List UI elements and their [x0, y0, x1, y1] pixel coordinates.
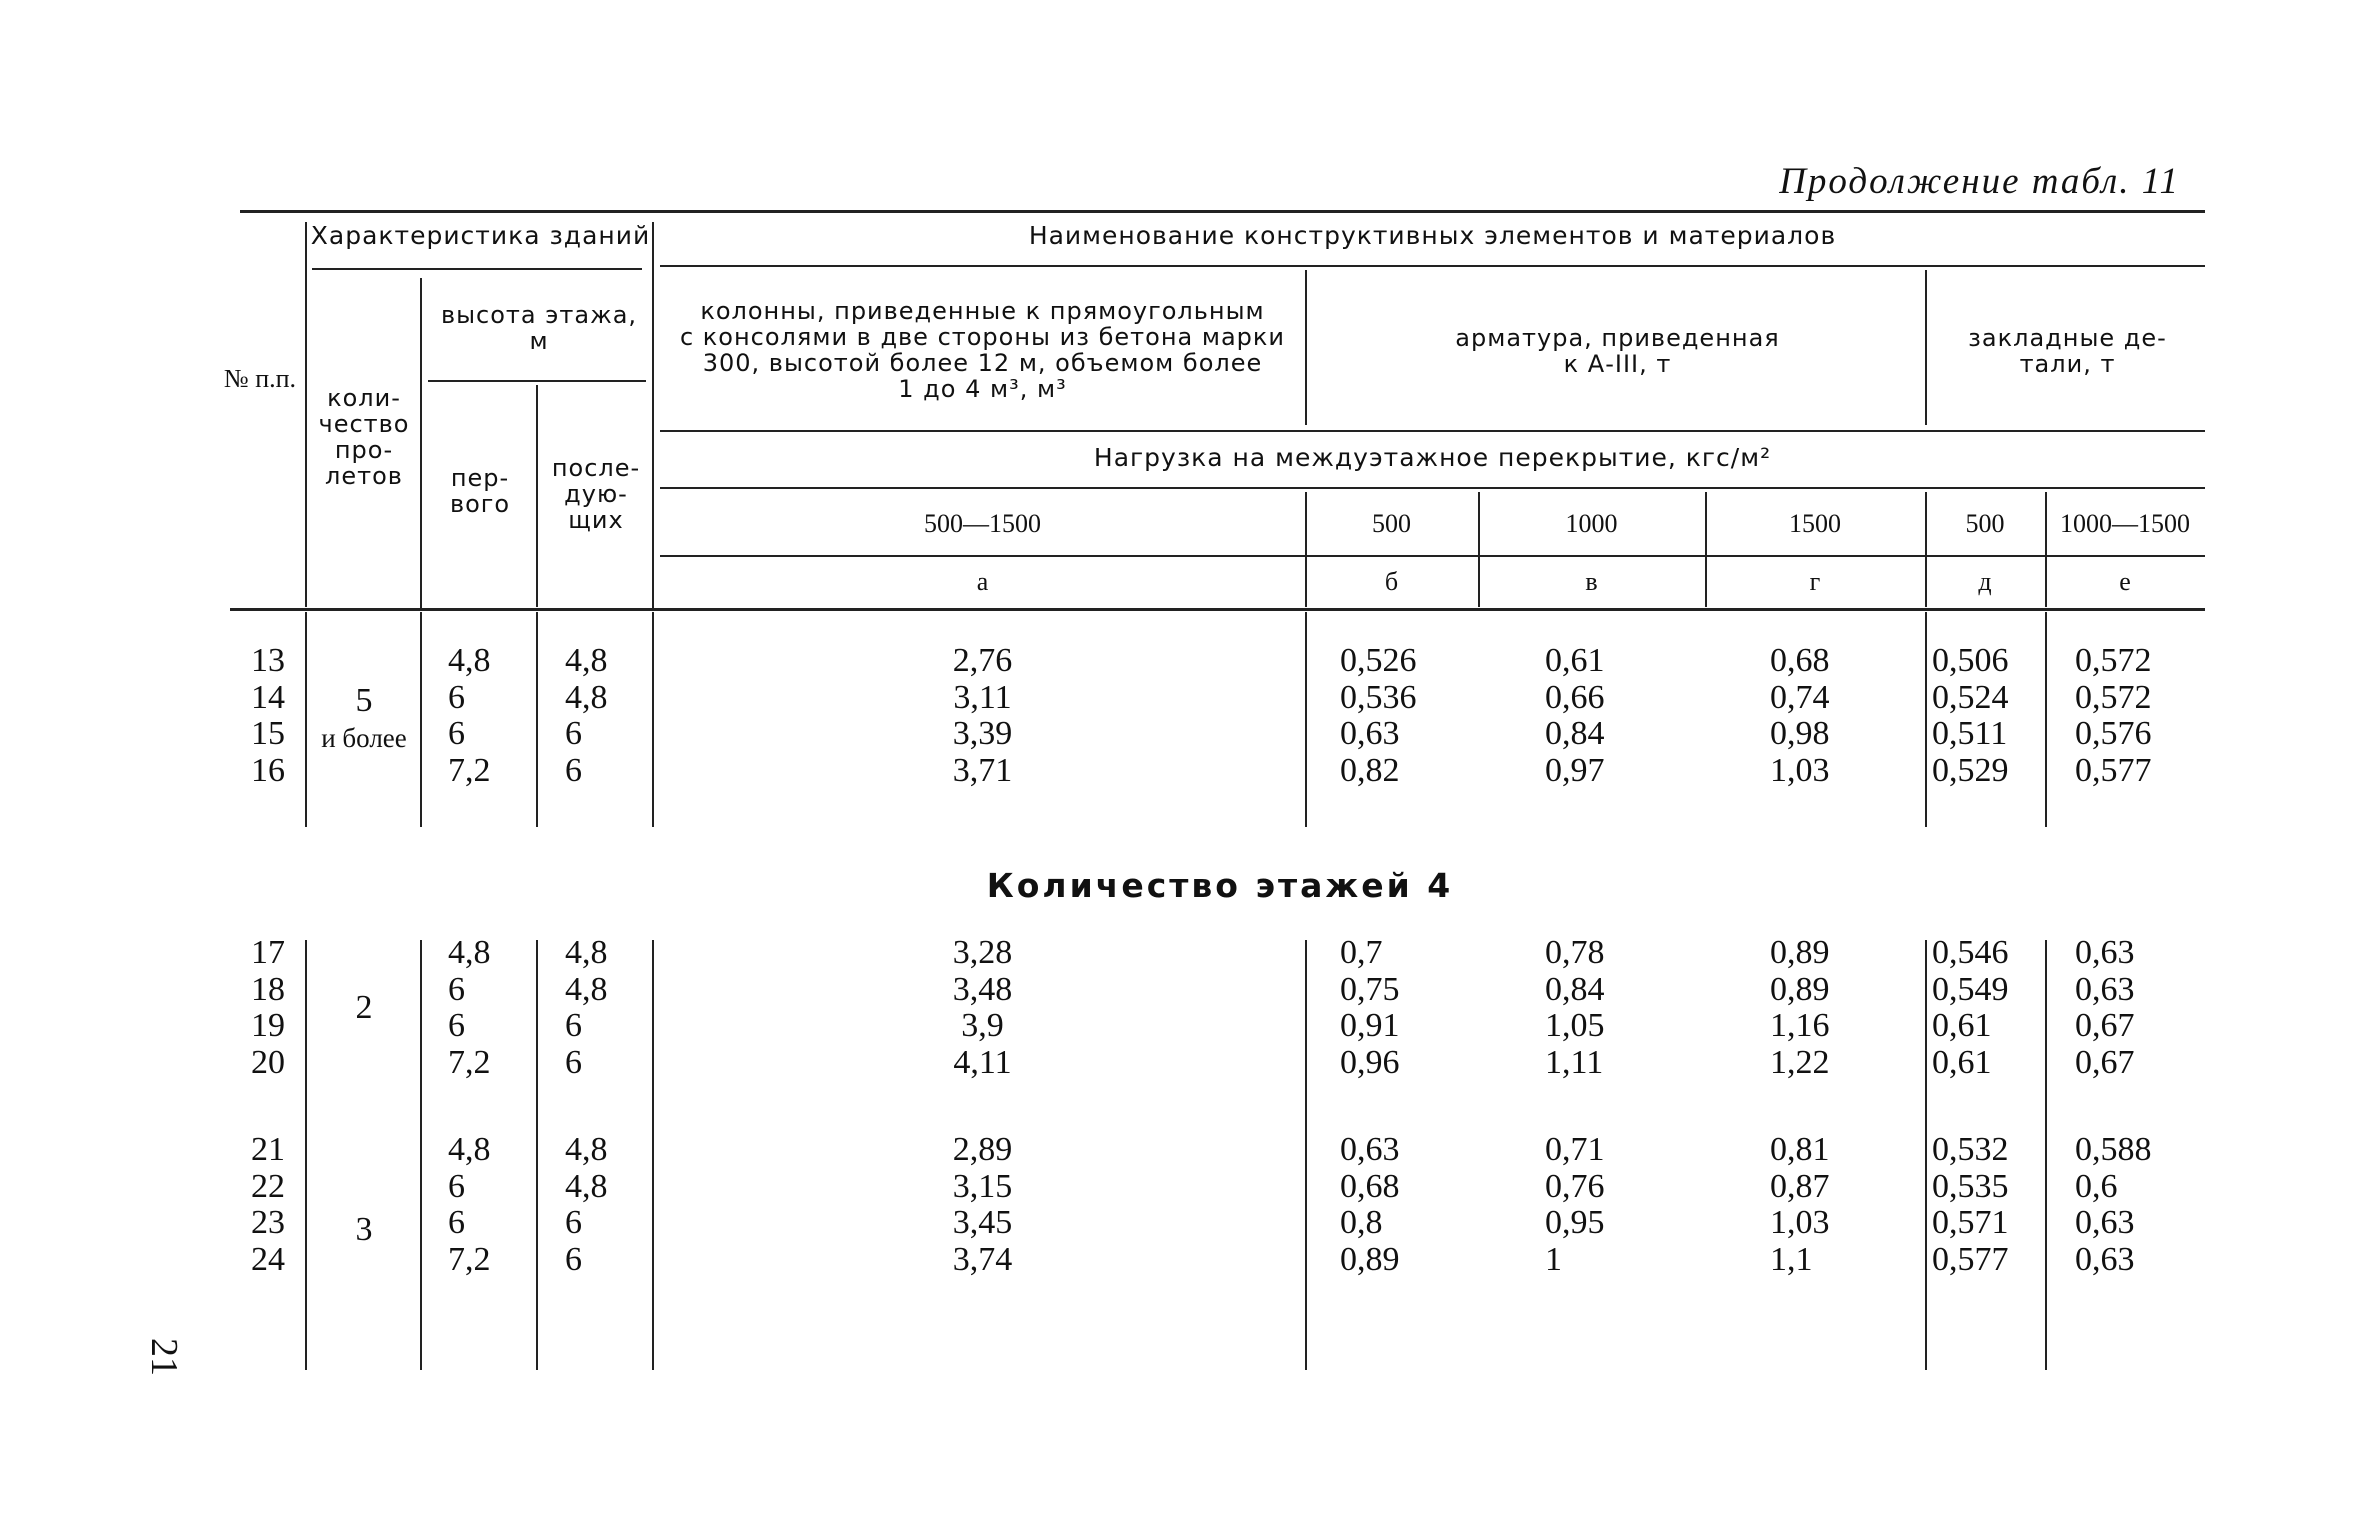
- body-rule: [420, 940, 422, 1370]
- load-value-d: 500: [1965, 509, 2005, 538]
- table-cell-e: 0,63: [2075, 1240, 2135, 1278]
- table-cell-g: 1,03: [1770, 751, 1830, 789]
- rule-under-load: [660, 487, 2205, 489]
- table-cell-g: 0,81: [1770, 1131, 1830, 1168]
- table-cell-h1: 6: [448, 678, 465, 716]
- header-reinforcement: арматура, приведенная к А-III, т: [1455, 324, 1780, 378]
- table-cell-a: 3,74: [952, 1240, 1013, 1278]
- table-cell-v: 1,11: [1545, 1043, 1604, 1081]
- table-cell-e: 0,6: [2075, 1167, 2118, 1205]
- col-rule-subsequent: [652, 222, 654, 608]
- table-cell-n: 17: [251, 934, 285, 971]
- section-title: Количество этажей 4: [986, 866, 1454, 905]
- table-cell-h2: 6: [565, 1007, 582, 1044]
- table-cell-d: 0,549: [1932, 970, 2009, 1008]
- table-cell-d: 0,577: [1932, 1240, 2009, 1278]
- table-cell-e: 0,572: [2075, 642, 2152, 679]
- table-cell-d: 0,506: [1932, 642, 2009, 679]
- table-cell-h2: 4,8: [565, 678, 608, 716]
- table-cell-d: 0,511: [1932, 715, 2008, 752]
- table-cell-b: 0,8: [1340, 1204, 1383, 1241]
- table-cell-e: 0,63: [2075, 1204, 2135, 1241]
- col-rule-a: [1305, 270, 1307, 425]
- rule-under-characteristics: [312, 268, 642, 270]
- table-cell-h1: 6: [448, 1204, 465, 1241]
- body-rule: [305, 940, 307, 1370]
- table-cell-h1: 4,8: [448, 1131, 491, 1168]
- table-cell-h2: 6: [565, 751, 582, 789]
- table-cell-h2: 4,8: [565, 642, 608, 679]
- column-letter-v: в: [1585, 567, 1598, 596]
- table-cell-n: 21: [251, 1131, 285, 1168]
- table-cell-e: 0,577: [2075, 751, 2152, 789]
- table-cell-a: 3,9: [961, 1007, 1004, 1044]
- body-rule: [1305, 940, 1307, 1370]
- table-cell-h1: 6: [448, 970, 465, 1008]
- group1-spans-note: и более: [321, 723, 407, 753]
- table-cell-d: 0,535: [1932, 1167, 2009, 1205]
- table-cell-n: 24: [251, 1240, 285, 1278]
- table-cell-a: 3,28: [952, 934, 1013, 971]
- table-cell-n: 14: [251, 678, 285, 716]
- table-cell-h1: 7,2: [448, 751, 491, 789]
- load-value-a: 500—1500: [924, 509, 1041, 538]
- column-letter-g: г: [1809, 567, 1821, 596]
- table-cell-e: 0,63: [2075, 934, 2135, 971]
- table-cell-h2: 4,8: [565, 1131, 608, 1168]
- header-subsequent: после- дую- щих: [551, 454, 641, 534]
- table-cell-h2: 4,8: [565, 970, 608, 1008]
- body-rule: [2045, 940, 2047, 1370]
- column-letter-b: б: [1384, 567, 1399, 596]
- table-cell-g: 0,68: [1770, 642, 1830, 679]
- table-cell-b: 0,68: [1340, 1167, 1400, 1205]
- table-cell-v: 1: [1545, 1240, 1562, 1278]
- group3-spans: 3: [355, 1211, 373, 1248]
- table-cell-h2: 4,8: [565, 934, 608, 971]
- table-cell-h2: 6: [565, 1043, 582, 1081]
- table-cell-b: 0,63: [1340, 1131, 1400, 1168]
- table-cell-b: 0,89: [1340, 1240, 1400, 1278]
- body-rule: [1925, 940, 1927, 1370]
- header-load: Нагрузка на междуэтажное перекрытие, кгс/м²: [1093, 443, 1772, 472]
- rule-under-load-values: [660, 555, 2205, 557]
- rule-under-elements: [660, 265, 2205, 267]
- body-rule: [2045, 612, 2047, 827]
- header-spans: коли- чество про- летов: [318, 384, 410, 490]
- table-cell-g: 0,74: [1770, 678, 1830, 716]
- table-cell-h1: 6: [448, 715, 465, 752]
- col-rule-first: [536, 385, 538, 607]
- table-cell-d: 0,571: [1932, 1204, 2009, 1241]
- table-cell-e: 0,572: [2075, 678, 2152, 716]
- table-cell-g: 1,1: [1770, 1240, 1813, 1278]
- table-cell-g: 1,22: [1770, 1043, 1830, 1081]
- table-cell-h1: 7,2: [448, 1240, 491, 1278]
- table-cell-a: 3,15: [952, 1167, 1013, 1205]
- table-cell-n: 23: [251, 1204, 285, 1241]
- table-cell-g: 1,16: [1770, 1007, 1830, 1044]
- table-cell-e: 0,67: [2075, 1043, 2135, 1081]
- table-cell-n: 19: [251, 1007, 285, 1044]
- table-cell-b: 0,91: [1340, 1007, 1400, 1044]
- load-value-e: 1000—1500: [2060, 509, 2190, 538]
- table-cell-v: 0,66: [1545, 678, 1605, 716]
- rule-under-height: [428, 380, 646, 382]
- table-cell-b: 0,7: [1340, 934, 1383, 971]
- table-cell-e: 0,588: [2075, 1131, 2152, 1168]
- table-cell-a: 3,11: [953, 678, 1012, 716]
- table-cell-h2: 6: [565, 1240, 582, 1278]
- table-cell-d: 0,524: [1932, 678, 2009, 716]
- table-cell-v: 0,95: [1545, 1204, 1605, 1241]
- table-cell-n: 15: [251, 715, 285, 752]
- table-cell-b: 0,75: [1340, 970, 1400, 1008]
- table-cell-g: 0,89: [1770, 970, 1830, 1008]
- header-embedded: закладные де- тали, т: [1968, 324, 2167, 378]
- table-cell-a: 3,45: [952, 1204, 1013, 1241]
- table-cell-v: 0,61: [1545, 642, 1605, 679]
- header-building-characteristics: Характеристика зданий: [310, 221, 651, 250]
- table-cell-d: 0,61: [1932, 1043, 1992, 1081]
- table-cell-b: 0,96: [1340, 1043, 1400, 1081]
- rule-above-load: [660, 430, 2205, 432]
- column-letter-a: а: [976, 567, 989, 596]
- header-first: пер- вого: [449, 464, 511, 518]
- col-rule-num: [305, 222, 307, 607]
- table-cell-a: 3,71: [952, 751, 1013, 789]
- header-num: № п.п.: [223, 364, 297, 393]
- table-cell-n: 16: [251, 751, 285, 789]
- table-cell-g: 0,89: [1770, 934, 1830, 971]
- table-cell-b: 0,63: [1340, 715, 1400, 752]
- table-cell-d: 0,532: [1932, 1131, 2009, 1168]
- table-cell-a: 3,39: [952, 715, 1013, 752]
- table-cell-d: 0,529: [1932, 751, 2009, 789]
- table-cell-b: 0,82: [1340, 751, 1400, 789]
- column-letter-e: е: [2119, 567, 2131, 596]
- table-cell-e: 0,63: [2075, 970, 2135, 1008]
- header-columns: колонны, приведенные к прямоугольным с консолями в две стороны из бетона марки 300, высотой более 12 м, объемом более 1 до 4 м³, м³: [679, 297, 1286, 403]
- table-cell-d: 0,546: [1932, 934, 2009, 971]
- table-cell-h2: 6: [565, 1204, 582, 1241]
- table-cell-g: 0,98: [1770, 715, 1830, 752]
- table-cell-h1: 6: [448, 1007, 465, 1044]
- table-cell-v: 0,84: [1545, 715, 1605, 752]
- table-cell-g: 1,03: [1770, 1204, 1830, 1241]
- table-cell-n: 18: [251, 970, 285, 1008]
- table-cell-h1: 7,2: [448, 1043, 491, 1081]
- page-number: 21: [143, 1338, 185, 1376]
- header-floor-height: высота этажа, м: [440, 301, 638, 355]
- col-rule-spans: [420, 278, 422, 608]
- col-rule-reinforcement: [1925, 270, 1927, 425]
- table-cell-a: 3,48: [952, 970, 1013, 1008]
- table-cell-v: 0,71: [1545, 1131, 1605, 1168]
- header-construction-elements: Наименование конструктивных элементов и материалов: [1028, 221, 1837, 250]
- table-cell-g: 0,87: [1770, 1167, 1830, 1205]
- table-cell-v: 0,78: [1545, 934, 1605, 971]
- body-rule: [1925, 612, 1927, 827]
- table-cell-v: 0,76: [1545, 1167, 1605, 1205]
- table-cell-v: 0,84: [1545, 970, 1605, 1008]
- table-cell-e: 0,67: [2075, 1007, 2135, 1044]
- table-cell-h2: 6: [565, 715, 582, 752]
- table-cell-v: 0,97: [1545, 751, 1605, 789]
- load-value-v: 1000: [1565, 509, 1618, 538]
- table-cell-b: 0,526: [1340, 642, 1417, 679]
- load-value-b: 500: [1372, 509, 1411, 538]
- table-cell-e: 0,576: [2075, 715, 2152, 752]
- table-cell-h1: 6: [448, 1167, 465, 1205]
- table-cell-n: 22: [251, 1167, 285, 1205]
- table-cell-h2: 4,8: [565, 1167, 608, 1205]
- group1-spans: 5: [355, 682, 373, 719]
- table-cell-a: 4,11: [953, 1043, 1012, 1081]
- table-cell-v: 1,05: [1545, 1007, 1605, 1044]
- table-cell-b: 0,536: [1340, 678, 1417, 716]
- table-cell-d: 0,61: [1932, 1007, 1992, 1044]
- group2-spans: 2: [355, 989, 373, 1026]
- column-letter-d: д: [1978, 567, 1992, 596]
- table-cell-a: 2,76: [952, 642, 1013, 679]
- load-value-g: 1500: [1789, 509, 1841, 538]
- header-bottom-rule: [230, 608, 2205, 611]
- top-rule: [240, 210, 2205, 213]
- table-caption: Продолжение табл. 11: [1779, 161, 2180, 202]
- table-cell-n: 13: [251, 642, 285, 679]
- body-rule: [1305, 612, 1307, 827]
- table-cell-h1: 4,8: [448, 642, 491, 679]
- table-cell-h1: 4,8: [448, 934, 491, 971]
- table-cell-a: 2,89: [952, 1131, 1013, 1168]
- table-cell-n: 20: [251, 1043, 285, 1081]
